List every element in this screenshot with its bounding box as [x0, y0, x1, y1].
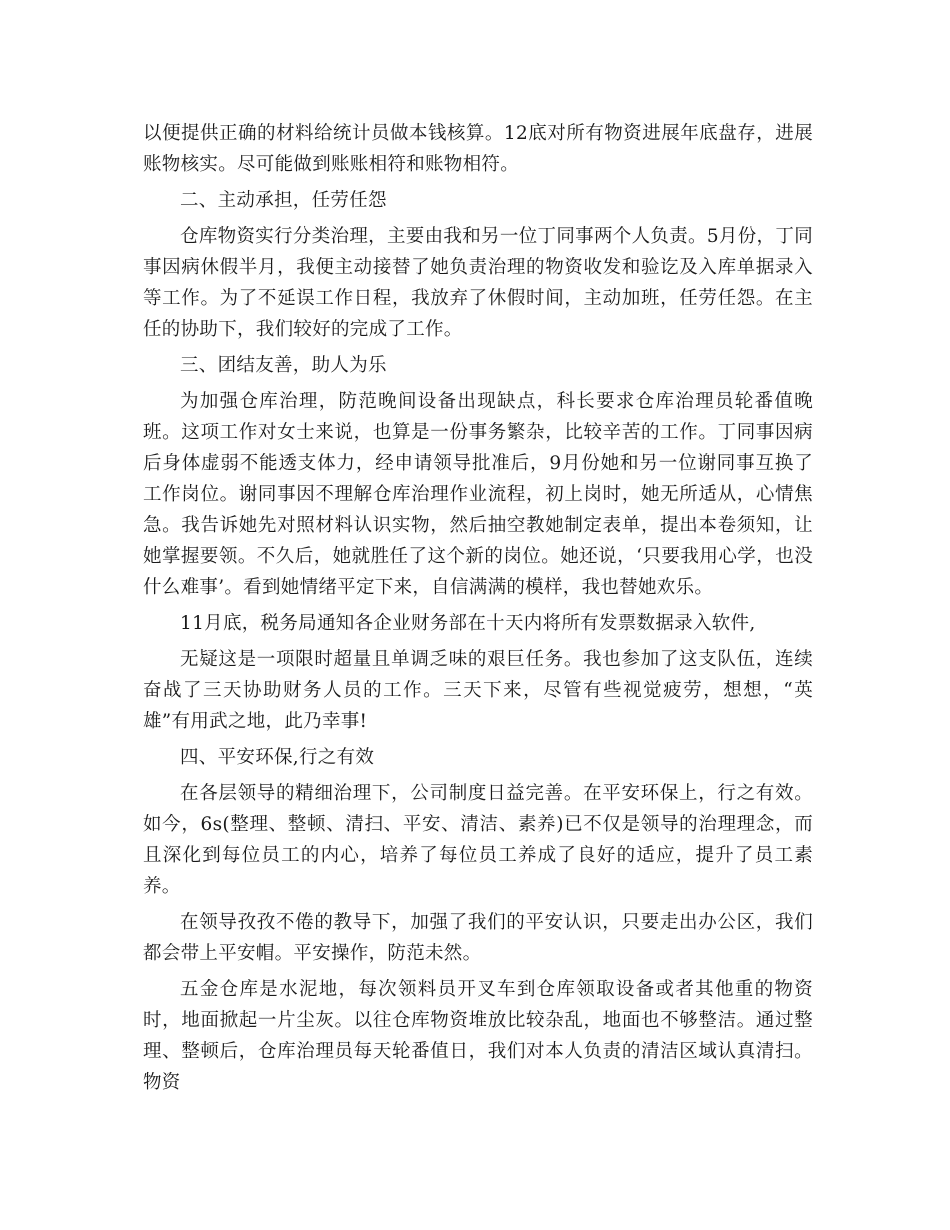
document-body [143, 118, 813, 1103]
section-heading-3: 三、团结友善，助人为乐 [180, 355, 387, 376]
section-heading-2: 二、主动承担，任劳任怨 [180, 190, 387, 211]
paragraph-safety-helmet: 在领导孜孜不倦的教导下，加强了我们的平安认识，只要走出办公区，我们都会带上平安帽。平安操作，防范未然。 [143, 912, 813, 964]
paragraph-data-entry-task: 无疑这是一项限时超量且单调乏味的艰巨任务。我也参加了这支队伍，连续奋战了三天协助财务人员的工作。三天下来，尽管有些视觉疲劳，想想，“英雄”有用武之地，此乃幸事! [143, 649, 813, 732]
paragraph-warehouse-cleaning: 五金仓库是水泥地，每次领料员开叉车到仓库领取设备或者其他重的物资时，地面掀起一片尘灰。以往仓库物资堆放比较杂乱，地面也不够整洁。通过整理、整顿后，仓库治理员每天轮番值日，我们对本人负责的清洁区域认真清扫。物资 [143, 979, 813, 1093]
paragraph-tax-notice: 11月底，税务局通知各企业财务部在十天内将所有发票数据录入软件, [180, 613, 756, 634]
section-heading-4: 四、平安环保,行之有效 [180, 747, 375, 768]
paragraph-inventory-check: 以便提供正确的材料给统计员做本钱核算。12底对所有物资进展年底盘存，进展账物核实。尽可能做到账账相符和账物相符。 [143, 123, 813, 175]
paragraph-safety-management: 在各层领导的精细治理下，公司制度日益完善。在平安环保上，行之有效。如今，6s(整理、整顿、清扫、平安、清洁、素养)已不仅是领导的治理理念，而且深化到每位员工的内心，培养了每位员工养成了良好的适应，提升了员工素养。 [143, 783, 813, 897]
paragraph-help-colleagues: 为加强仓库治理，防范晚间设备出现缺点，科长要求仓库治理员轮番值晚班。这项工作对女士来说，也算是一份事务繁杂，比较辛苦的工作。丁同事因病后身体虚弱不能透支体力，经申请领导批准后，9月份她和另一位谢同事互换了工作岗位。谢同事因不理解仓库治理作业流程，初上岗时，她无所适从，心情焦急。我告诉她先对照材料认识实物，然后抽空教她制定表单，提出本卷须知，让她掌握要领。不久后，她就胜任了这个新的岗位。她还说，‘只要我用心学，也没什么难事’。看到她情绪平定下来，自信满满的模样，我也替她欢乐。 [143, 391, 813, 598]
paragraph-take-initiative: 仓库物资实行分类治理，主要由我和另一位丁同事两个人负责。5月份，丁同事因病休假半月，我便主动接替了她负责治理的物资收发和验讫及入库单据录入等工作。为了不延误工作日程，我放弃了休假时间，主动加班，任劳任怨。在主任的协助下，我们较好的完成了工作。 [143, 226, 813, 340]
